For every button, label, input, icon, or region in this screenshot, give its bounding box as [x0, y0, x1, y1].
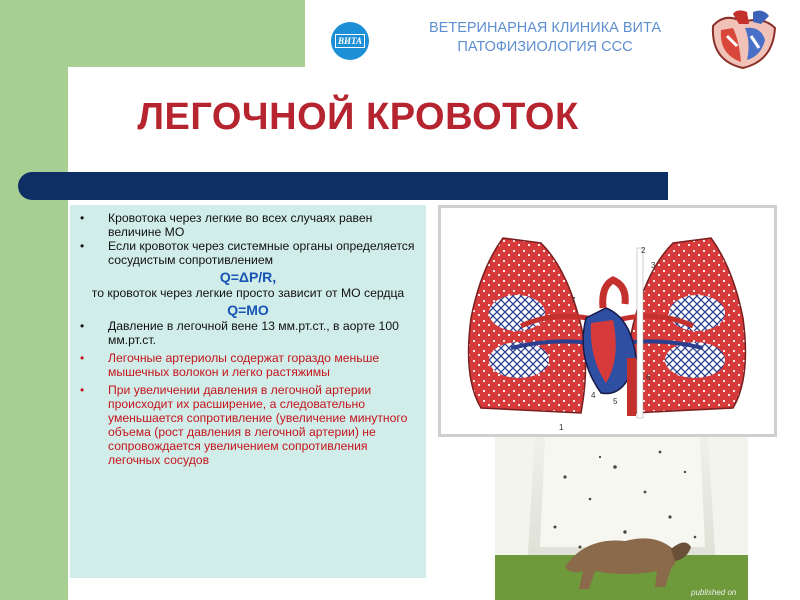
green-left-strip [0, 0, 68, 600]
right-upper-capillary-bed [669, 295, 725, 331]
heart-anatomy-icon [703, 6, 783, 72]
aortic-arch [603, 280, 626, 308]
diagram-label: 1 [559, 423, 564, 432]
diagram-label: 5 [613, 397, 618, 406]
bullet-item: • Давление в легочной вене 13 мм.рт.ст., в аорте 100 мм.рт.ст. [70, 319, 426, 347]
diagram-label: 2 [641, 246, 646, 255]
bullet-list [70, 211, 426, 267]
lungs-diagram-frame [438, 205, 777, 437]
diagram-label: 7 [571, 296, 576, 305]
bullet-item: • Если кровоток через системные органы определяется сосудистым сопротивлением [70, 239, 426, 267]
bullet-item-red: • При увеличении давления в легочной артерии происходит их расширение, а следовательно уменьшается сопротивление (увеличение минутного объема (рост давления в легочной артерии) не сопровождается увеличением сопротивления легочных сосудов [70, 383, 426, 467]
clinic-name-line1: ВЕТЕРИНАРНАЯ КЛИНИКА ВИТА [429, 20, 661, 36]
lungs-circulation-diagram [441, 208, 774, 434]
bullet-list [70, 319, 426, 467]
descending-aorta [627, 358, 636, 416]
logo-text: ВИТА [335, 34, 365, 48]
clinic-name [392, 19, 698, 57]
diagram-label: 3 [651, 261, 656, 270]
left-upper-capillary-bed [489, 295, 545, 331]
dog-photo [495, 437, 748, 600]
formula-cardiac-output: Q=МО [227, 302, 269, 318]
trachea-line [637, 248, 643, 418]
diagram-label: 4 [591, 391, 596, 400]
formula-flow-resistance: Q=ΔP/R, [219, 269, 277, 285]
clinic-name-line2: ПАТОФИЗИОЛОГИЯ ССС [457, 39, 633, 55]
content-panel [70, 205, 426, 578]
slide-title: ЛЕГОЧНОЙ КРОВОТОК [137, 96, 579, 138]
photo-watermark: published on [691, 588, 737, 597]
clinic-logo [331, 22, 369, 60]
bullet-item: • Кровотока через легкие во всех случаях равен величине МО [70, 211, 426, 239]
formula-note: то кровоток через легкие просто зависит от МО сердца [91, 286, 405, 300]
bullet-item-red: • Легочные артериолы содержат гораздо меньше мышечных волокон и легко растяжимы [70, 351, 426, 379]
diagram-label: 6 [646, 373, 651, 382]
title-divider-bar [18, 172, 668, 200]
